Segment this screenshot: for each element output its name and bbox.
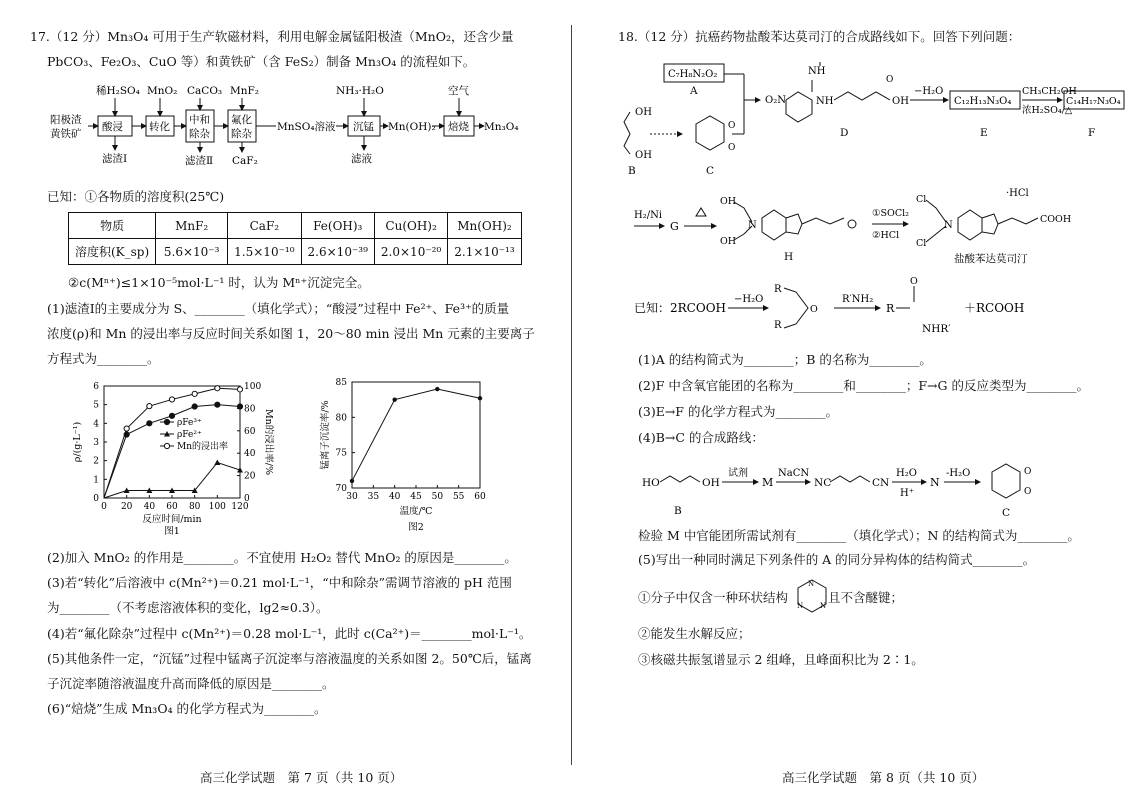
y2-tick-label: 20	[244, 471, 256, 482]
known-nhr: NHR′	[922, 323, 951, 335]
d-nh-2: NH	[816, 96, 834, 107]
ksp-table	[68, 212, 522, 265]
q18-2: (2)F 中含氧官能团的名称为________和________；F→G 的反应类型为________。	[638, 378, 1089, 393]
d-o2n: O₂N	[765, 95, 786, 106]
table-cell: Mn(OH)₂	[448, 213, 521, 239]
q17-1c: 方程式为________。	[47, 351, 160, 366]
route-cn: CN	[872, 477, 890, 489]
arrow-fg-label: H₂/Ni	[634, 210, 663, 221]
compound-f-formula: C₁₄H₁₇N₃O₄	[1066, 96, 1121, 107]
x-tick-label: 30	[346, 492, 358, 502]
p-cl-1: Cl	[916, 194, 927, 205]
table-cell: MnF₂	[156, 213, 228, 239]
y-tick-label: 70	[335, 484, 347, 494]
q17-1a: (1)滤渣Ⅰ的主要成分为 S、________（填化学式）；“酸浸”过程中 Fe²⁺、Fe³⁺的质量	[47, 301, 510, 316]
x-tick-label: 55	[452, 492, 465, 502]
svg-text:N: N	[808, 580, 815, 588]
legend-marker	[164, 443, 169, 448]
table-cell: 溶度积(K_sp)	[69, 239, 156, 265]
known-arrow-2: R′NH₂	[842, 294, 874, 305]
x-axis-label: 温度/℃	[399, 506, 433, 517]
known-suffix: ＋RCOOH	[964, 301, 1025, 315]
route-dehydrate: -H₂O	[946, 468, 971, 479]
figure-2-chart	[316, 372, 496, 536]
legend-label: ρFe³⁺	[177, 418, 202, 428]
y-tick-label: 85	[335, 378, 347, 388]
y2-axis-label: Mn的浸出率/%	[263, 408, 274, 476]
anhydride-o: O	[810, 304, 818, 315]
x-tick-label: 35	[367, 492, 380, 502]
q17-3a: (3)若“转化”后溶液中 c(Mn²⁺)＝0.21 mol·L⁻¹，“中和除杂”需调节溶液的 pH 范围	[47, 575, 512, 590]
y2-tick-label: 0	[244, 494, 250, 504]
q18-1: (1)A 的结构简式为________；B 的名称为________。	[638, 352, 932, 367]
label-e: E	[980, 127, 988, 139]
data-point	[215, 402, 220, 407]
d-oh: OH	[892, 96, 909, 107]
route-m: M	[762, 476, 774, 489]
y-axis-label: ρ/(g·L⁻¹)	[72, 421, 83, 463]
data-point	[392, 397, 396, 401]
figure-caption: 图1	[164, 526, 180, 536]
route-nc: NC	[814, 477, 832, 489]
x-tick-label: 50	[431, 492, 444, 502]
cond-2: ②能发生水解反应；	[638, 626, 751, 641]
svg-text:氟化: 氟化	[231, 114, 252, 126]
b-to-c-route	[638, 452, 1118, 522]
table-cell: 2.0×10⁻²⁰	[374, 239, 447, 265]
b-oh-2: OH	[635, 150, 652, 161]
arrow-h-2: ②HCl	[872, 230, 900, 241]
arrow-ef-top: CH₃CH₂OH	[1022, 86, 1077, 97]
route-reagent-2: NaCN	[778, 468, 810, 479]
anhydride-r-2: R	[774, 320, 782, 331]
y2-tick-label: 60	[244, 426, 256, 437]
label-a: A	[690, 85, 698, 97]
table-cell: 2.1×10⁻¹³	[448, 239, 521, 265]
x-axis-label: 反应时间/min	[142, 514, 202, 525]
x-tick-label: 40	[388, 492, 401, 502]
table-row	[69, 239, 522, 265]
right-page	[572, 0, 1129, 800]
h-oh-1: OH	[720, 196, 737, 207]
q17-4: (4)若“氟化除杂”过程中 c(Mn²⁺)＝0.28 mol·L⁻¹，此时 c(Ca²⁺)＝________mol·L⁻¹。	[47, 626, 532, 641]
waste-caf2: CaF₂	[232, 155, 258, 167]
svg-text:N: N	[820, 602, 827, 610]
reagent-caco3: CaCO₃	[187, 85, 223, 97]
figure-caption: 图2	[408, 522, 424, 533]
route-reagent-1: 试剂	[728, 468, 748, 479]
svg-text:中和: 中和	[189, 114, 210, 126]
data-point	[478, 396, 482, 400]
series-line	[352, 389, 480, 481]
page-footer-right: 高三化学试题 第 8 页（共 10 页）	[782, 770, 985, 785]
route-b-ho: HO	[642, 477, 660, 489]
q18-4b: 检验 M 中官能团所需试剂有________（填化学式）；N 的结构简式为________。	[638, 528, 1080, 543]
reagent-mno2: MnO₂	[147, 85, 178, 97]
h-oh-2: OH	[720, 236, 737, 247]
y-tick-label: 6	[93, 382, 99, 392]
q18-3: (3)E→F 的化学方程式为________。	[638, 404, 838, 419]
p-hcl: ·HCl	[1006, 188, 1029, 199]
known-reaction	[634, 272, 1124, 344]
q17-3b: 为________（不考虑溶液体积的变化，lg2≈0.3）。	[47, 600, 329, 615]
synthesis-scheme-row2	[634, 178, 1124, 268]
reagent-nh3: NH₃·H₂O	[336, 85, 384, 97]
known-1: 已知：①各物质的溶度积(25℃)	[47, 189, 225, 204]
route-label-b: B	[674, 505, 682, 517]
label-h: H	[784, 251, 794, 263]
cond-1a: ①分子中仅含一种环状结构	[638, 590, 789, 605]
y-tick-label: 75	[335, 448, 347, 459]
known-2: ②c(Mⁿ⁺)≤1×10⁻⁵mol·L⁻¹ 时，认为 Mⁿ⁺沉淀完全。	[68, 275, 370, 290]
compound-e-formula: C₁₂H₁₃N₃O₄	[954, 96, 1012, 107]
p-cl-2: Cl	[916, 238, 927, 249]
route-c-o-2: O	[1024, 487, 1032, 497]
x-tick-label: 40	[143, 502, 156, 512]
q18-title: 18.（12 分）抗癌药物盐酸苯达莫司汀的合成路线如下。回答下列问题：	[618, 29, 1021, 44]
q17-2: (2)加入 MnO₂ 的作用是________。不宜使用 H₂O₂ 替代 MnO₂ 的原因是________。	[47, 550, 517, 565]
cond-1b: 且不含醚键；	[828, 590, 904, 605]
q18-5: (5)写出一种同时满足下列条件的 A 的同分异构体的结构简式________。	[638, 552, 1036, 567]
data-point	[147, 421, 152, 426]
q17-5a: (5)其他条件一定，“沉锰”过程中锰离子沉淀率与溶液温度的关系如图 2。50℃后，锰离	[47, 651, 532, 666]
x-tick-label: 60	[474, 492, 486, 502]
y-tick-label: 3	[93, 438, 99, 448]
y-tick-label: 5	[93, 400, 99, 411]
known-prefix: 已知：2RCOOH	[634, 301, 726, 315]
route-h2o: H₂O	[896, 468, 917, 479]
compound-a-formula: C₇H₈N₂O₂	[668, 69, 718, 80]
table-cell: CaF₂	[228, 213, 301, 239]
step-acid-leach: 酸浸	[102, 121, 123, 133]
label-g: G	[670, 220, 679, 233]
data-point	[214, 460, 220, 466]
label-c: C	[706, 165, 715, 177]
x-tick-label: 60	[166, 502, 178, 512]
data-point	[237, 404, 242, 409]
arrow-de-label: −H₂O	[914, 86, 944, 97]
reagent-mnf2: MnF₂	[230, 85, 260, 97]
data-point	[350, 479, 354, 483]
q17-title: 17.（12 分）Mn₃O₄ 可用于生产软磁材料，利用电解金属锰阳极渣（MnO₂，还含少量	[30, 29, 514, 44]
process-flow-diagram	[40, 80, 540, 180]
plot-frame	[352, 382, 480, 488]
anhydride-r-1: R	[774, 284, 782, 295]
legend-label: Mn的浸出率	[177, 442, 229, 452]
step-transform: 转化	[149, 121, 170, 133]
waste-filtrate: 滤液	[351, 153, 372, 165]
h-n: N	[748, 220, 757, 231]
route-hplus: H⁺	[900, 488, 914, 499]
table-header-row	[69, 213, 522, 239]
svg-text:除杂: 除杂	[231, 128, 252, 140]
y2-tick-label: 40	[244, 449, 256, 460]
figure-1-chart	[70, 376, 290, 536]
table-cell: Cu(OH)₂	[374, 213, 447, 239]
data-point	[192, 391, 197, 396]
mn-oh-2: Mn(OH)₂	[388, 121, 436, 133]
input-pyrite: 黄铁矿	[50, 128, 82, 140]
route-b-oh: OH	[702, 477, 720, 489]
legend-marker	[164, 419, 169, 424]
svg-text:N: N	[797, 602, 804, 610]
data-point	[435, 387, 439, 391]
reagent-air: 空气	[448, 85, 469, 97]
label-d: D	[840, 127, 849, 139]
p-cooh: COOH	[1040, 214, 1072, 225]
table-cell: 物质	[69, 213, 156, 239]
route-c-o-1: O	[1024, 467, 1032, 477]
x-tick-label: 20	[120, 502, 133, 512]
y2-tick-label: 80	[244, 404, 256, 415]
label-b: B	[628, 165, 636, 177]
input-anode-slag: 阳极渣	[50, 114, 82, 126]
triazine-ring-icon	[794, 576, 830, 616]
amide-r: R	[886, 302, 895, 315]
b-oh-1: OH	[635, 107, 652, 118]
c-o-2: O	[728, 143, 736, 153]
y-tick-label: 1	[93, 475, 99, 486]
data-point	[169, 397, 174, 402]
route-label-c: C	[1002, 507, 1011, 519]
x-tick-label: 100	[208, 502, 226, 512]
route-n: N	[930, 476, 940, 489]
p-n: N	[944, 220, 953, 231]
y-tick-label: 4	[93, 419, 99, 430]
step-precipitate: 沉锰	[353, 121, 374, 133]
cond-3: ③核磁共振氢谱显示 2 组峰，且峰面积比为 2∶1。	[638, 652, 924, 667]
product-name: 盐酸苯达莫司汀	[954, 253, 1028, 265]
table-cell: 2.6×10⁻³⁹	[301, 239, 374, 265]
x-tick-label: 80	[188, 502, 201, 512]
d-nh: NH	[808, 66, 826, 77]
table-cell: 1.5×10⁻¹⁰	[228, 239, 301, 265]
arrow-h-1: ①SOCl₂	[872, 208, 909, 219]
y2-tick-label: 100	[244, 382, 262, 392]
q17-5b: 子沉淀率随溶液温度升高而降低的原因是________。	[47, 676, 335, 691]
arrow-ef-bottom: 浓H₂SO₄/△	[1022, 105, 1073, 116]
step-roast: 焙烧	[448, 121, 469, 133]
x-tick-label: 0	[101, 502, 107, 512]
reagent-h2so4: 稀H₂SO₄	[96, 85, 140, 97]
svg-text:除杂: 除杂	[189, 128, 210, 140]
data-point	[215, 386, 220, 391]
page-footer-left: 高三化学试题 第 7 页（共 10 页）	[200, 770, 403, 785]
c-o-1: O	[728, 121, 736, 131]
waste-residue-2: 滤渣Ⅱ	[185, 155, 214, 167]
legend-label: ρFe²⁺	[177, 430, 202, 440]
data-point	[147, 404, 152, 409]
d-o: O	[886, 75, 894, 85]
x-tick-label: 45	[410, 492, 422, 502]
y-tick-label: 80	[335, 413, 347, 424]
waste-residue-1: 滤渣Ⅰ	[102, 153, 128, 165]
data-point	[192, 404, 197, 409]
label-f: F	[1088, 127, 1096, 139]
q17-line2: PbCO₃、Fe₂O₃、CuO 等）和黄铁矿（含 FeS₂）制备 Mn₃O₄ 的流程如下。	[47, 54, 476, 69]
table-cell: Fe(OH)₃	[301, 213, 374, 239]
q18-4: (4)B→C 的合成路线：	[638, 430, 764, 445]
y-tick-label: 2	[93, 456, 99, 467]
synthesis-scheme-row1	[620, 50, 1125, 180]
amide-o: O	[910, 276, 918, 287]
q17-1b: 浓度(ρ)和 Mn 的浸出率与反应时间关系如图 1，20～80 min 浸出 Mn 元素的主要离子	[47, 326, 535, 341]
y-tick-label: 0	[93, 494, 99, 504]
data-point	[169, 413, 174, 418]
data-point	[124, 426, 129, 431]
x-tick-label: 120	[231, 502, 249, 512]
q17-6: (6)“焙烧”生成 Mn₃O₄ 的化学方程式为________。	[47, 701, 327, 716]
table-cell: 5.6×10⁻³	[156, 239, 228, 265]
known-arrow-1: −H₂O	[734, 294, 764, 305]
data-point	[237, 387, 242, 392]
mn3o4-product: Mn₃O₄	[484, 121, 519, 133]
y-axis-label: 锰离子沉淀率/%	[320, 400, 331, 470]
mnso4-solution: MnSO₄溶液	[277, 121, 336, 133]
